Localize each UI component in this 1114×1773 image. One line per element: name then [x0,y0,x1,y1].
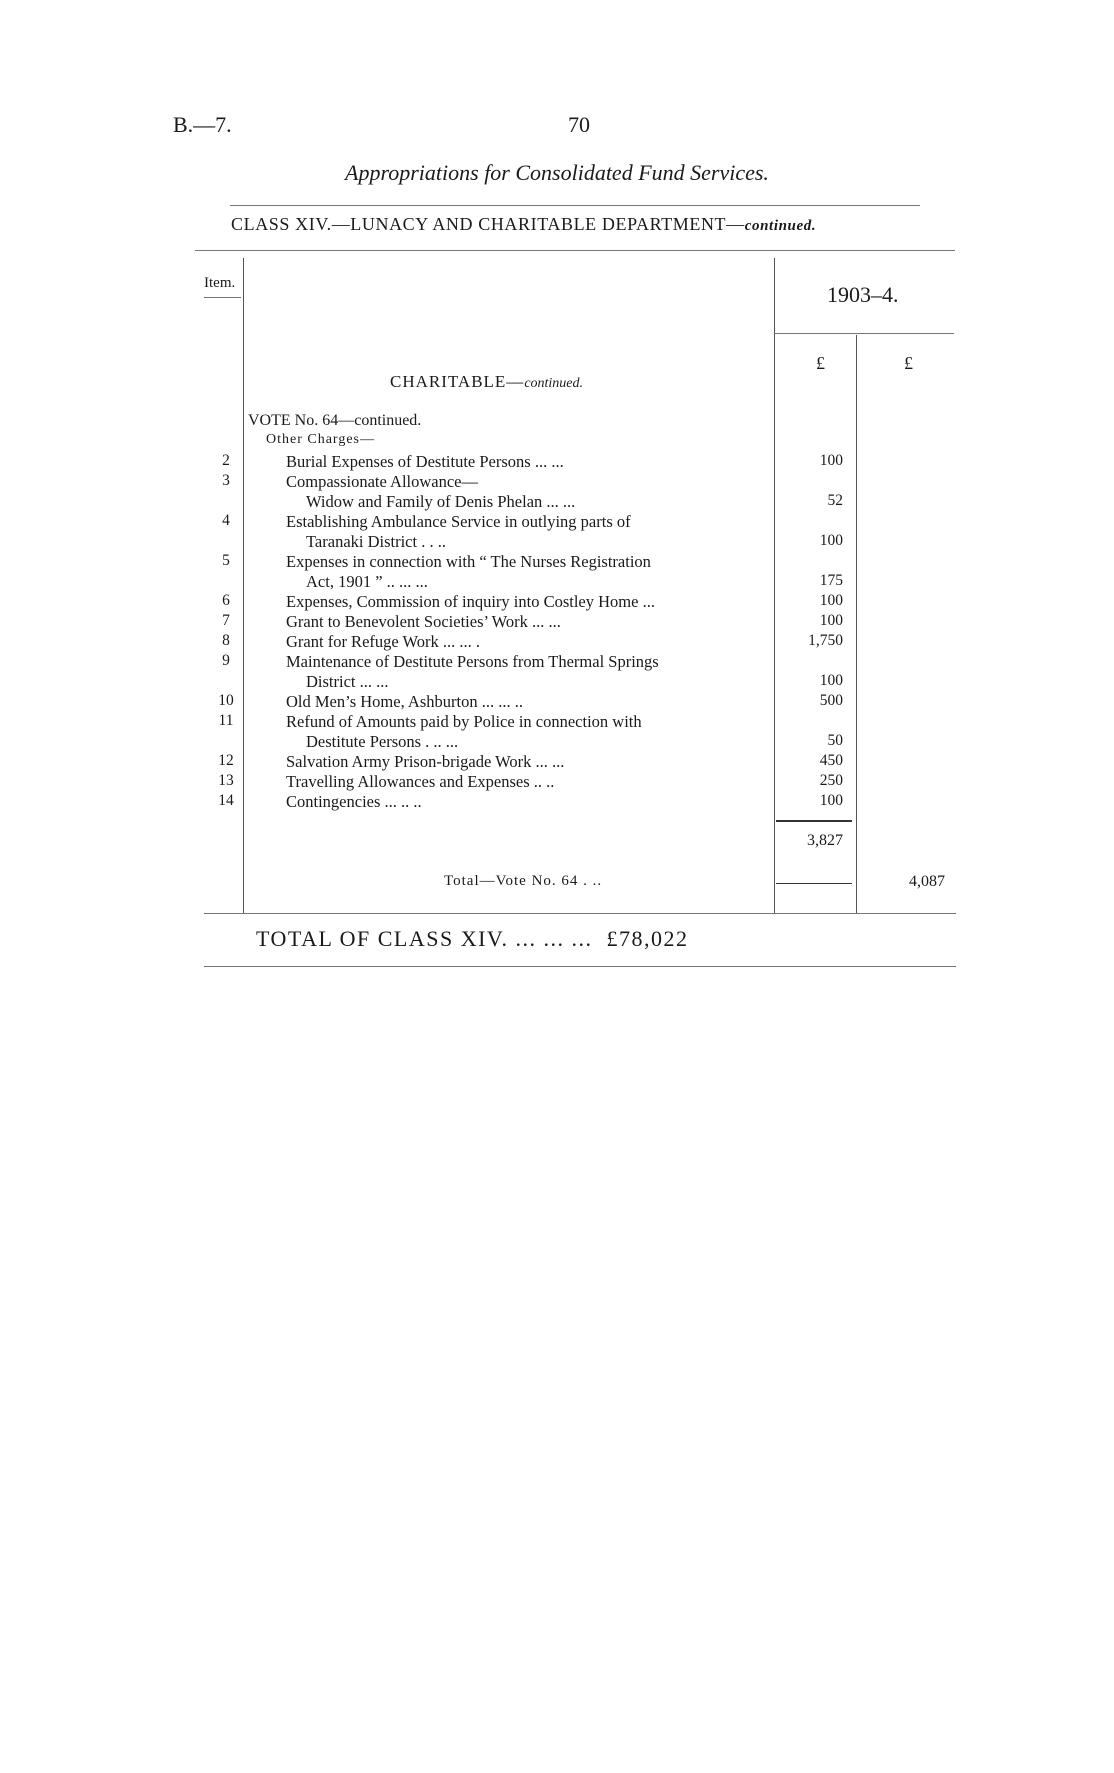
table-row-amount: 50 [827,732,843,749]
table-row-description: Refund of Amounts paid by Police in connection with [286,712,642,731]
page-title: Appropriations for Consolidated Fund Services. [345,160,769,185]
item-column-header: Item. [204,275,236,291]
table-row-item-number: 8 [222,632,230,649]
table-row-description: Maintenance of Destitute Persons from Thermal Springs [286,652,659,671]
year-header: 1903–4. [827,282,899,307]
table-row-description: Taranaki District . . .. [306,532,446,551]
item-column-rule [243,258,244,913]
pound-sign-col2: £ [904,353,913,373]
table-row-description: Grant for Refuge Work ... ... . [286,632,481,651]
table-row-item-number: 9 [222,652,230,669]
subtotal-amount: 3,827 [807,832,843,849]
table-row-amount: 52 [827,492,843,509]
class-total-amount: £78,022 [606,926,689,951]
total-column-rule [856,335,857,913]
class-total-bottom-rule [204,966,956,967]
total-vote-amount: 4,087 [909,873,945,890]
table-row-amount: 500 [819,692,843,709]
other-charges-heading: Other Charges— [266,432,375,447]
document-reference: B.—7. [173,112,232,137]
year-rule [774,333,954,334]
table-row-amount: 175 [819,572,843,589]
table-row-item-number: 3 [222,472,230,489]
class-total-label: TOTAL OF CLASS XIV. ... ... ... [256,926,593,951]
total-vote-label: Total—Vote No. 64 . .. [444,873,603,889]
table-row-description: Compassionate Allowance— [286,472,479,491]
class-heading: CLASS XIV.—LUNACY AND CHARITABLE DEPARTMENT—continued. [231,214,817,234]
table-top-rule [195,250,955,251]
table-row-amount: 100 [819,792,843,809]
table-row-description: Contingencies ... .. .. [286,792,422,811]
table-row-description: Expenses in connection with “ The Nurses Registration [286,552,651,571]
table-row-description: District ... ... [306,672,389,691]
table-row-amount: 100 [819,452,843,469]
table-row-item-number: 14 [218,792,234,809]
table-row-description: Burial Expenses of Destitute Persons ... ... [286,452,564,471]
table-row-description: Grant to Benevolent Societies’ Work ... ... [286,612,561,631]
table-row-description: Travelling Allowances and Expenses .. .. [286,772,555,791]
item-underline [204,297,241,298]
table-row-item-number: 4 [222,512,230,529]
table-row-description: Expenses, Commission of inquiry into Costley Home ... [286,592,655,611]
class-total [256,926,688,952]
table-row-amount: 450 [819,752,843,769]
table-row-amount: 1,750 [808,632,843,649]
pound-sign-col1: £ [816,353,825,373]
table-row-item-number: 10 [218,692,234,709]
title-rule [230,205,920,206]
table-row-item-number: 6 [222,592,230,609]
table-row-description: Old Men’s Home, Ashburton ... ... .. [286,692,523,711]
table-row-description: Salvation Army Prison-brigade Work ... ... [286,752,565,771]
table-row-amount: 100 [819,672,843,689]
table-row-amount: 100 [819,532,843,549]
table-row-description: Establishing Ambulance Service in outlying parts of [286,512,631,531]
section-subheading: CHARITABLE—continued. [390,372,584,391]
table-row-item-number: 12 [218,752,234,769]
table-row-item-number: 5 [222,552,230,569]
table-row-item-number: 7 [222,612,230,629]
table-row-description: Act, 1901 ” .. ... ... [306,572,428,591]
table-row-item-number: 11 [218,712,234,729]
page-number: 70 [568,112,590,137]
class-total-top-rule [204,913,956,914]
table-row-amount: 250 [819,772,843,789]
table-row-amount: 100 [819,592,843,609]
subtotal-rule [776,820,852,822]
table-row-item-number: 2 [222,452,230,469]
table-row-amount: 100 [819,612,843,629]
total-vote-dash [776,883,852,884]
vote-heading: VOTE No. 64—continued. [248,412,422,429]
table-row-description: Widow and Family of Denis Phelan ... ... [306,492,576,511]
table-row-description: Destitute Persons . .. ... [306,732,459,751]
table-row-item-number: 13 [218,772,234,789]
